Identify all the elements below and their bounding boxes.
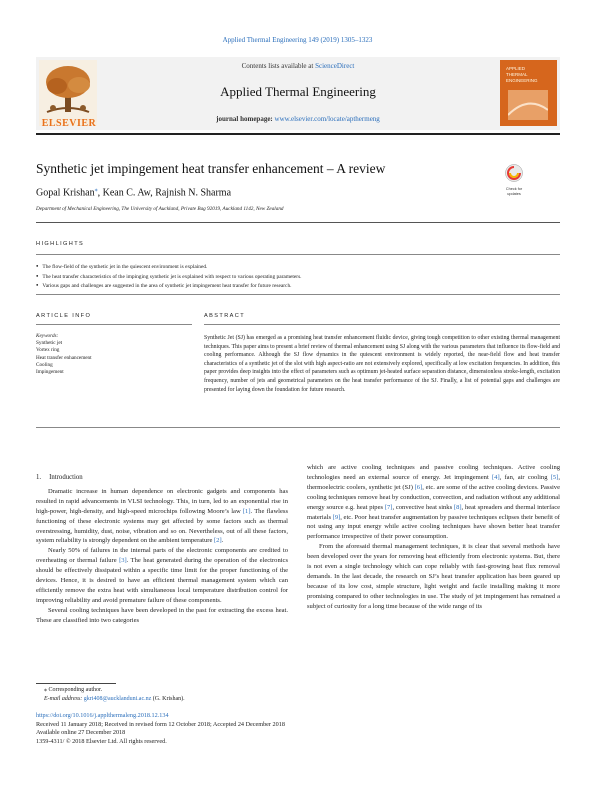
section-heading-introduction xyxy=(36,473,288,483)
check-updates-label: Check for updates xyxy=(505,187,523,196)
copyright: 1359-4311/ © 2018 Elsevier Ltd. All rights reserved. xyxy=(36,737,167,745)
citation-link[interactable]: [8] xyxy=(453,503,462,511)
keyword: Vortex ring xyxy=(36,347,60,354)
section-number: 1. xyxy=(36,474,42,481)
available-online: Available online 27 December 2018 xyxy=(36,729,126,737)
cover-line: THERMAL xyxy=(506,72,528,77)
journal-homepage xyxy=(100,115,496,123)
paragraph xyxy=(36,546,288,605)
highlight-item: ● The flow-field of the synthetic jet in the quiescent environment is explained. xyxy=(36,262,560,272)
keywords-block xyxy=(36,333,192,376)
paragraph xyxy=(36,606,288,626)
abstract-heading: ABSTRACT xyxy=(204,313,246,319)
left-paragraphs xyxy=(36,487,288,626)
author-name[interactable]: Rajnish N. Sharma xyxy=(155,187,232,199)
header-rule xyxy=(36,133,560,135)
paragraph-text: , heat spreaders and thermal interface materials xyxy=(307,503,561,521)
highlight-item: ● The heat transfer characteristics of the impinging synthetic jet is explained with respect to various operating parameters. xyxy=(36,272,560,282)
paragraph xyxy=(307,542,560,611)
email-link[interactable]: gkri408@aucklanduni.ac.nz xyxy=(83,695,152,702)
doi-link[interactable]: https://doi.org/10.1016/j.applthermaleng.2018.12.134 xyxy=(36,712,169,719)
author-separator: , xyxy=(97,187,103,199)
section-title: Introduction xyxy=(49,474,83,481)
paragraph xyxy=(307,463,560,542)
journal-title: Applied Thermal Engineering xyxy=(220,84,376,99)
citation-link[interactable]: [2] xyxy=(214,537,222,545)
paragraph-text: Dramatic increase in human dependence on electronic gadgets and components has resulted in rapid advancements in VLSI technology. This, in turn, led to an exponential rise in high-power, high-density, and high-speed microchips following Moore’s law xyxy=(36,487,288,515)
paragraph-text: , etc. Poor heat transfer augmentation by passive techniques eclipses their benefit of not using any input energy while active cooling techniques have shown better heat transfer performance irrespective of their power consumption. xyxy=(307,513,560,541)
corresponding-author-mark[interactable]: ⁎ xyxy=(94,187,98,193)
citation-link[interactable]: [6] xyxy=(414,483,423,491)
citation-link[interactable]: [4] xyxy=(491,473,500,481)
highlights-heading: HIGHLIGHTS xyxy=(36,241,85,247)
divider xyxy=(36,222,560,223)
footnote xyxy=(44,686,185,703)
email-label: E-mail address: xyxy=(44,695,84,702)
citation-link[interactable]: [1] xyxy=(242,507,251,515)
author-list xyxy=(36,186,231,198)
received-dates: Received 11 January 2018; Received in revised form 12 October 2018; Accepted 24 December 2018 xyxy=(36,720,285,728)
divider xyxy=(36,427,560,428)
citation-link[interactable]: [9] xyxy=(332,513,341,521)
footnote-rule xyxy=(36,683,116,684)
sciencedirect-link[interactable]: ScienceDirect xyxy=(315,62,355,70)
author-affiliation: Department of Mechanical Engineering, The University of Auckland, Private Bag 92019, Auckland 1142, New Zealand xyxy=(36,206,284,212)
abstract-text: Synthetic Jet (SJ) has emerged as a promising heat transfer enhancement fluidic device, giving tough competition to other existing thermal management techniques. This paper aims to present a brief review of thermal enhancement using SJ along with the various parameters that influence its flow-field and cooling performance. Although the SJ flow dynamics in the quiescent environment is widely reported, the near-field flow and heat transfer characteristics of a synthetic jet of the slot with high aspect-ratio are not extensively explored, specifically at low excitation frequencies. In addition, this paper provides deep insights into the effect of parameters such as optimum jet-heated surface separation distance, dimensionless stroke-length, excitation frequency, number of jets and geometrical parameters on the heat transfer performance of the SJ. Finally, a list of potential gaps and challenges are presented for laying down the foundation for future research. xyxy=(204,335,560,393)
right-paragraphs xyxy=(307,463,560,612)
cover-line: APPLIED xyxy=(506,66,526,71)
email-line xyxy=(44,695,185,704)
journal-cover-image xyxy=(500,60,557,126)
homepage-link[interactable]: www.elsevier.com/locate/apthermeng xyxy=(274,115,380,123)
cover-line: ENGINEERING xyxy=(506,78,538,83)
highlights-list xyxy=(36,262,560,291)
paragraph xyxy=(36,487,288,546)
author-name[interactable]: Kean C. Aw xyxy=(102,187,151,199)
paragraph-text: . The flawless functioning of these electronic systems may get affected by some factors such as thermal overstressing, humidity, dust, noise, vibration and so on. Nevertheless, out of all these factors, system reliability is strongly dependent on the ambient temperature xyxy=(36,507,288,545)
body-right-column xyxy=(307,463,560,612)
paragraph-text: From the aforesaid thermal management techniques, it is clear that several methods have been developed over the years for removing heat efficiently from electronic systems. But, there is not even a single technology which can cope reliably with fast-growing heat flux removal demands. In the last decade, the research on SJ’s heat transfer application has been geared up because of its low cost, simple structure, light weight and facile installing making it more promising compared to other technologies in use. The study of jet impingement has remained a subject of curiosity for a long time because of the wide range of its xyxy=(307,543,560,610)
keywords-title: Keywords: xyxy=(36,333,59,339)
journal-citation[interactable]: Applied Thermal Engineering 149 (2019) 1305–1323 xyxy=(222,36,373,44)
keyword: Cooling xyxy=(36,361,53,368)
paragraph-text: which are active cooling techniques and passive cooling techniques. Active cooling technologies need an external source of energy. Jet impingement xyxy=(307,464,560,481)
divider xyxy=(36,254,560,255)
keyword: Synthetic jet xyxy=(36,340,63,347)
divider xyxy=(36,324,192,325)
paragraph-text: , thermoelectric coolers, synthetic jet (SJ) xyxy=(307,473,560,491)
elsevier-tree-logo xyxy=(39,60,97,126)
divider xyxy=(204,324,560,325)
article-title: Synthetic jet impingement heat transfer enhancement – A review xyxy=(36,161,386,176)
citation-link[interactable]: [5] xyxy=(550,473,559,481)
email-suffix: (G. Krishan). xyxy=(151,695,185,702)
highlight-item: ● Various gaps and challenges are suggested in the area of synthetic jet impingement heat transfer for future research. xyxy=(36,281,560,291)
publisher-logo-text: ELSEVIER xyxy=(41,118,97,129)
article-footer xyxy=(36,712,285,746)
cover-graphic xyxy=(508,90,548,120)
keyword: Impingement xyxy=(36,369,64,376)
corresponding-author-note: ⁎ Corresponding author. xyxy=(44,687,103,693)
paragraph-text: , etc. are some of the active cooling devices. Passive cooling techniques remove heat by conduction, convection, and radiation without any additional energy source e.g. heat pipes xyxy=(307,483,560,511)
contents-available xyxy=(100,62,496,70)
author-name[interactable]: Gopal Krishan xyxy=(36,187,95,199)
body-left-column xyxy=(36,473,288,626)
paragraph-text: . xyxy=(221,537,224,545)
article-info-heading: ARTICLE INFO xyxy=(36,313,92,319)
divider xyxy=(36,294,560,295)
check-updates-icon xyxy=(505,164,523,182)
author-separator: , xyxy=(150,187,156,199)
paragraph-text: , convective heat sinks xyxy=(392,503,454,511)
homepage-label: journal homepage: xyxy=(216,115,275,123)
paragraph-text: Several cooling techniques have been developed in the past for extracting the excess heat. These are classified into two categories xyxy=(36,606,288,624)
citation-link[interactable]: [7] xyxy=(384,503,393,511)
paragraph-text: , fan, air cooling xyxy=(499,473,551,481)
paragraph-text: . The heat generated during the operation of the electronics should be effectively dissipated within a specific time limit for the proper functioning of the devices. Hence, it is desired to have an efficient thermal management system which can efficiently remove the extra heat with simultaneous local temperature distribution control for improving reliability and avoid premature failure of these components. xyxy=(36,557,288,604)
contents-prefix: Contents lists available at xyxy=(241,62,316,70)
paragraph-text: Nearly 50% of failures in the internal parts of the electronic components are credited to overheating or thermal failure xyxy=(36,547,288,565)
citation-link[interactable]: [3] xyxy=(119,557,127,565)
check-for-updates-button[interactable] xyxy=(500,164,528,196)
keyword: Heat transfer enhancement xyxy=(36,354,92,361)
